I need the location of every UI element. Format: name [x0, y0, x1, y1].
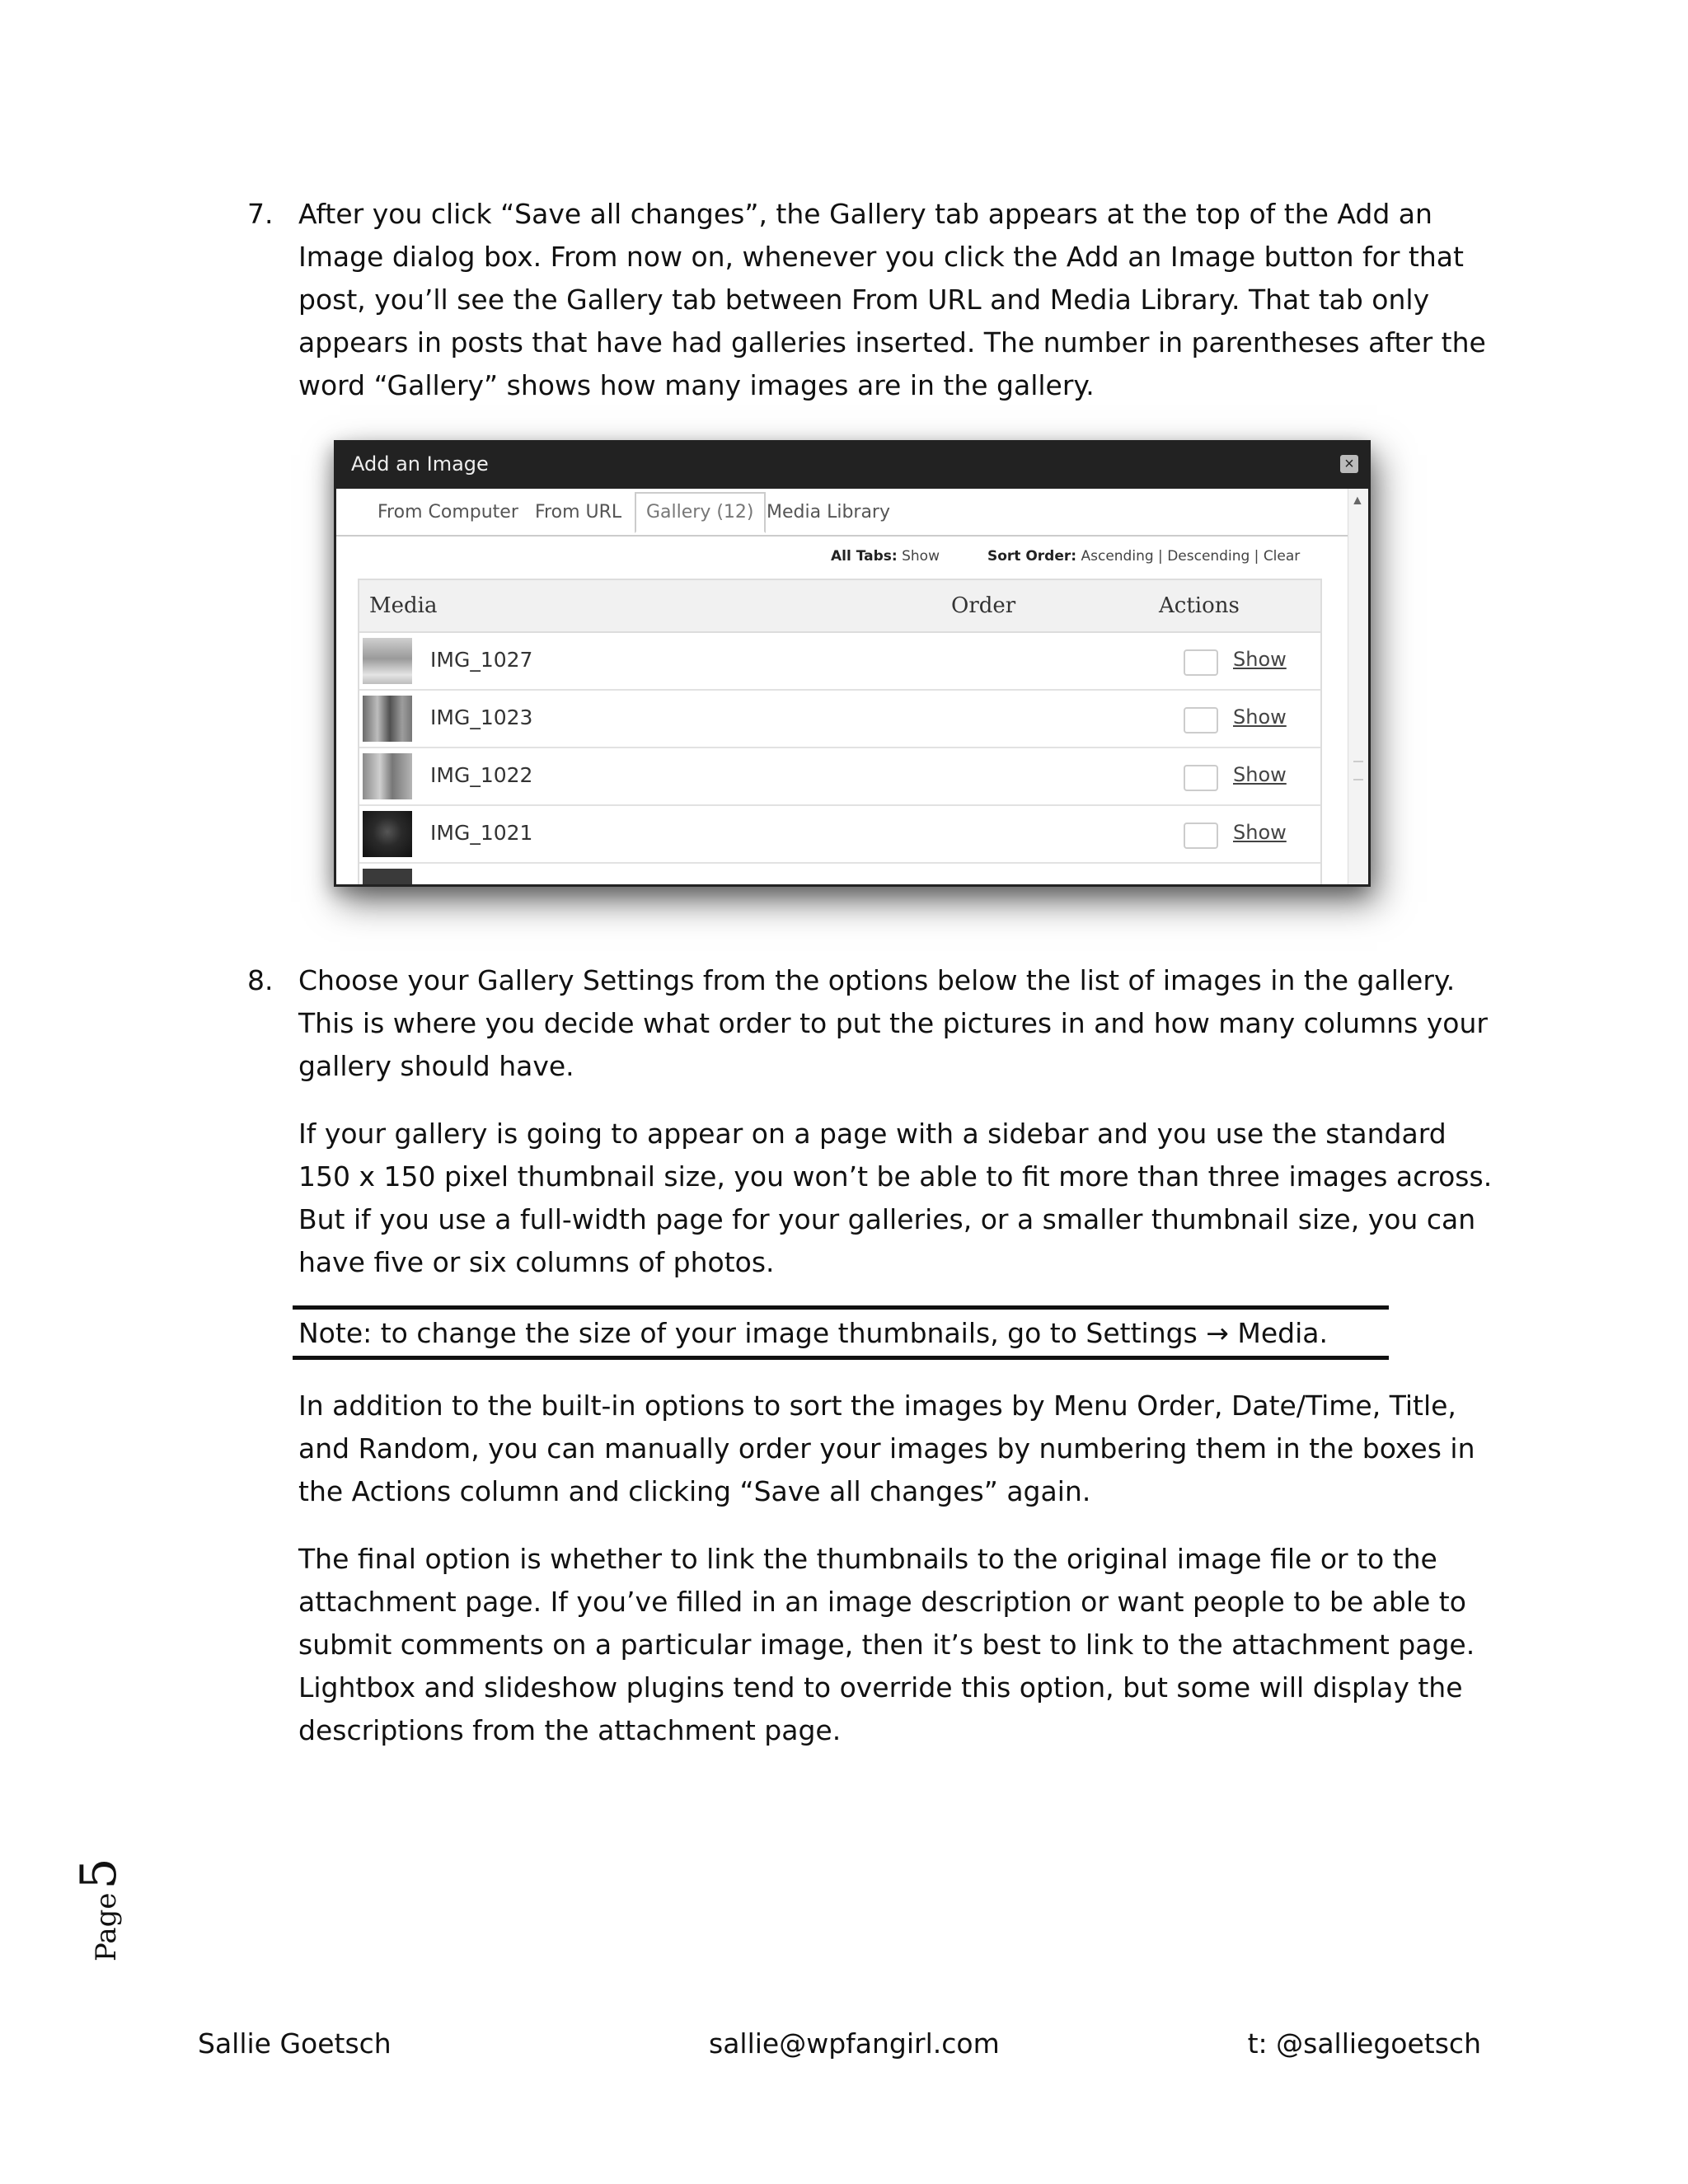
- image-thumbnail: [363, 753, 412, 799]
- step-text: After you click “Save all changes”, the Gallery tab appears at the top of the Add an Image dialog box. From now on, whenever you click the Add an Image button for that post, you’ll see the Gallery tab between From URL and Media Library. That tab only appears in posts that have had galleries inserted. The number in parentheses after the word “Gallery” shows how many images are in the gallery.: [298, 198, 1486, 401]
- dialog-title: Add an Image: [351, 452, 489, 476]
- image-name: IMG_1023: [430, 705, 533, 729]
- scroll-up-icon[interactable]: ▲: [1351, 494, 1364, 508]
- step-text: Choose your Gallery Settings from the options below the list of images in the gallery. This is where you decide what order to put the pictures in and how many columns your gallery should have.: [298, 964, 1488, 1082]
- image-name: IMG_1022: [430, 763, 533, 787]
- tab-media-library[interactable]: Media Library: [767, 502, 890, 523]
- image-name: IMG_1021: [430, 821, 533, 845]
- order-input[interactable]: [1184, 765, 1218, 791]
- footer-twitter[interactable]: t: @salliegoetsch: [1247, 2027, 1481, 2060]
- link-option-paragraph: The final option is whether to link the thumbnails to the original image file or to the attachment page. If you’ve filled in an image description or want people to be able to submit comments on a particular image, then it’s best to link to the attachment page. Lightbox and slideshow plugins tend to override this option, but some will display the descriptions from the attachment page.: [298, 1543, 1475, 1746]
- show-link[interactable]: Show: [1233, 648, 1287, 671]
- all-tabs-show-link[interactable]: Show: [902, 548, 940, 565]
- footer-author: Sallie Goetsch: [198, 2027, 392, 2060]
- show-link[interactable]: Show: [1233, 821, 1287, 844]
- image-thumbnail: [363, 869, 412, 887]
- show-link[interactable]: Show: [1233, 763, 1287, 786]
- page-label: Page: [90, 1892, 123, 1961]
- column-media: Media: [369, 593, 438, 618]
- table-row: [359, 691, 1320, 748]
- image-thumbnail: [363, 696, 412, 742]
- dialog-titlebar: [336, 443, 1368, 489]
- sort-options-paragraph: In addition to the built-in options to sort the images by Menu Order, Date/Time, Title, and Random, you can manually order your images by numbering them in the boxes in the Actions column and clicking “Save all changes” again.: [298, 1390, 1475, 1507]
- note-text: Note: to change the size of your image thumbnails, go to Settings → Media.: [298, 1317, 1329, 1349]
- sort-order-control: [987, 548, 1300, 565]
- sort-order-label: Sort Order:: [987, 548, 1077, 565]
- dialog-scrollbar[interactable]: [1348, 489, 1368, 884]
- column-order: Order: [951, 593, 1016, 618]
- add-image-dialog: [334, 440, 1371, 887]
- all-tabs-label: All Tabs:: [831, 548, 898, 565]
- tab-from-computer[interactable]: From Computer: [377, 502, 518, 523]
- image-name: IMG_1027: [430, 648, 533, 672]
- footer-email[interactable]: sallie@wpfangirl.com: [709, 2027, 1000, 2060]
- table-header: [359, 580, 1320, 633]
- sort-descending-link[interactable]: Descending: [1167, 548, 1250, 565]
- add-image-dialog-screenshot: [334, 440, 1371, 887]
- sort-separator: |: [1158, 548, 1163, 565]
- dialog-tabs: [336, 489, 1348, 537]
- thumbnail-size-paragraph: If your gallery is going to appear on a page with a sidebar and you use the standard 150 x 150 pixel thumbnail size, you won’t be able to fit more than three images across. But if you use a full-width page for your galleries, or a smaller thumbnail size, you can have five or six columns of photos.: [298, 1118, 1493, 1278]
- image-thumbnail: [363, 811, 412, 857]
- scroll-grip-icon[interactable]: [1353, 761, 1363, 780]
- column-actions: Actions: [1159, 593, 1240, 618]
- order-input[interactable]: [1184, 707, 1218, 733]
- step-number: 8.: [247, 964, 274, 996]
- table-row: [359, 806, 1320, 864]
- sort-ascending-link[interactable]: Ascending: [1081, 548, 1154, 565]
- all-tabs-control: [831, 548, 940, 565]
- gallery-table: [358, 579, 1322, 887]
- page-number: [70, 1764, 152, 1961]
- table-row: [359, 633, 1320, 691]
- page-number-value: 5: [70, 1858, 128, 1890]
- image-thumbnail: [363, 638, 412, 684]
- note-box: [293, 1305, 1389, 1360]
- tab-gallery[interactable]: Gallery (12): [635, 492, 766, 533]
- step-7: [247, 193, 1500, 407]
- table-row-partial: [359, 864, 1320, 887]
- close-icon[interactable]: ×: [1340, 455, 1358, 473]
- show-link[interactable]: Show: [1233, 705, 1287, 729]
- order-input[interactable]: [1184, 649, 1218, 676]
- sort-clear-link[interactable]: Clear: [1263, 548, 1301, 565]
- step-8: [247, 959, 1500, 1088]
- tab-from-url[interactable]: From URL: [535, 502, 622, 523]
- table-row: [359, 748, 1320, 806]
- order-input[interactable]: [1184, 823, 1218, 849]
- sort-separator: |: [1254, 548, 1259, 565]
- step-number: 7.: [247, 198, 274, 230]
